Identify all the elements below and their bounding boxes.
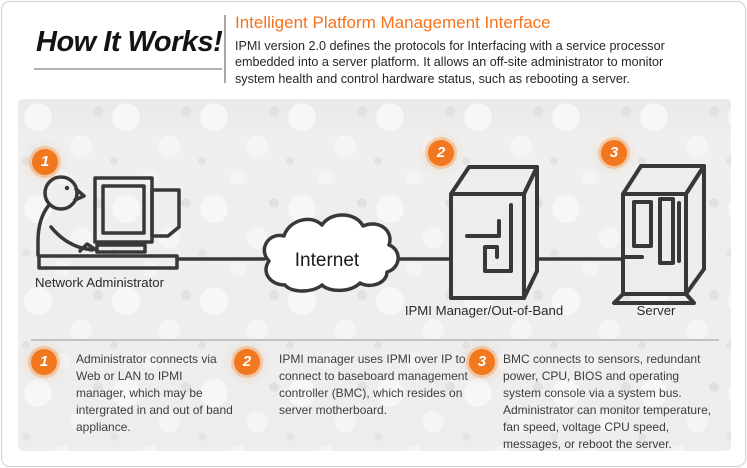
server-icon	[614, 166, 704, 303]
network-admin-icon	[38, 177, 179, 268]
diagram-artwork	[18, 99, 731, 336]
ipmi-manager-icon	[451, 167, 537, 298]
page-title: How It Works!	[36, 26, 223, 58]
step-1-description: Administrator connects via Web or LAN to IPMI manager, which may be intergrated in and out of band appliance.	[76, 352, 233, 434]
node-badge-1: 1	[32, 149, 58, 175]
diagram-panel	[18, 99, 731, 451]
content-card	[1, 1, 746, 467]
steps-divider	[31, 339, 719, 341]
step-2-description: IPMI manager uses IPMI over IP to connect to baseboard management controller (BMC), which resides on server motherboard.	[279, 352, 468, 417]
node-label-ipmi-manager: IPMI Manager/Out-of-Band	[404, 303, 564, 318]
step-badge-2: 2	[234, 349, 260, 375]
internet-label: Internet	[294, 250, 360, 271]
node-label-server: Server	[636, 303, 676, 318]
step-badge-3: 3	[469, 349, 495, 375]
intro-heading: Intelligent Platform Management Interface	[235, 13, 551, 32]
node-badge-3: 3	[601, 140, 627, 166]
intro-description: IPMI version 2.0 defines the protocols for Interfacing with a service processor embedded into a server platform. It allows an off-site administrator to monitor system health and control hardware status, such as rebooting a server.	[235, 39, 665, 86]
node-badge-2: 2	[428, 140, 454, 166]
header-vertical-divider	[224, 15, 226, 83]
node-label-network-administrator: Network Administrator	[35, 275, 164, 290]
title-underline	[34, 68, 222, 70]
step-badge-1: 1	[31, 349, 57, 375]
step-3-description: BMC connects to sensors, redundant power, CPU, BIOS and operating system console via a system bus. Administrator can monitor temperature, fan speed, voltage CPU speed, messages, or reboot the server.	[503, 352, 712, 451]
